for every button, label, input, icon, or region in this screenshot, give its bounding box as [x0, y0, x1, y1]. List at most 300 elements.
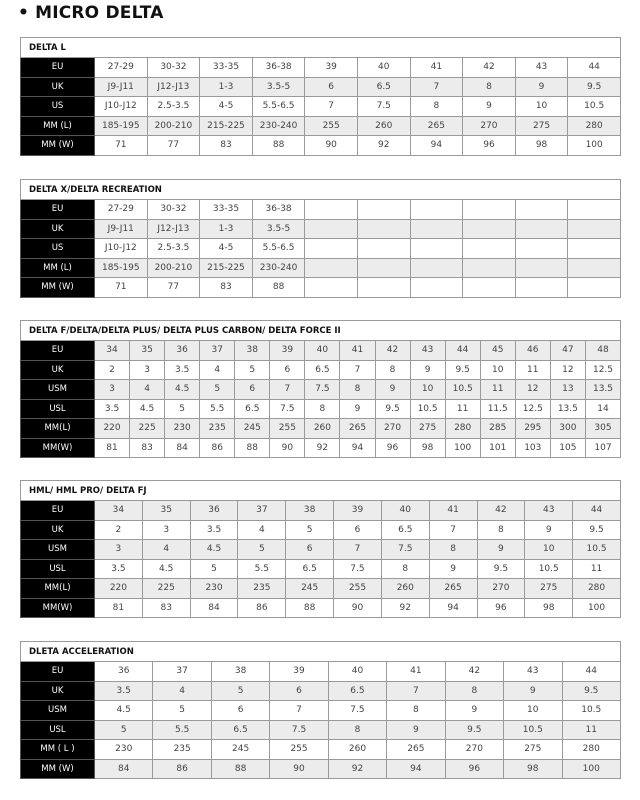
size-cell: 9 [429, 559, 477, 579]
size-cell: 9.5 [562, 681, 621, 701]
size-cell: 96 [463, 136, 516, 156]
size-cell: 6 [286, 540, 334, 560]
size-cell: 4-5 [200, 97, 253, 117]
size-cell [515, 219, 568, 239]
size-cell: 81 [95, 598, 143, 618]
size-cell: 265 [340, 419, 375, 439]
table-row [21, 438, 621, 458]
table-row [21, 77, 621, 97]
size-cell: J9-J11 [95, 219, 148, 239]
size-cell: 42 [463, 58, 516, 78]
size-cell: 6.5 [381, 520, 429, 540]
row-label: EU [21, 58, 95, 78]
size-cell: 83 [200, 278, 253, 298]
size-cell: 220 [95, 579, 143, 599]
size-cell: 265 [387, 740, 445, 760]
size-cell: 5 [153, 701, 211, 721]
size-cell: 255 [305, 116, 358, 136]
size-cell: 7 [270, 701, 328, 721]
size-cell: 14 [585, 399, 620, 419]
size-cell: 225 [130, 419, 165, 439]
size-cell: 6.5 [286, 559, 334, 579]
size-cell: 90 [270, 438, 305, 458]
table-row [21, 380, 621, 400]
size-cell: 10.5 [573, 540, 621, 560]
size-cell: 39 [270, 341, 305, 361]
size-cell: 9 [515, 77, 568, 97]
size-cell [357, 239, 410, 259]
size-table [20, 179, 621, 298]
size-cell: 7.5 [305, 380, 340, 400]
size-cell: 90 [270, 759, 328, 779]
size-cell: 84 [190, 598, 238, 618]
size-cell: 44 [568, 58, 621, 78]
size-cell: 94 [340, 438, 375, 458]
size-cell: 10.5 [562, 701, 621, 721]
size-cell: 13 [550, 380, 585, 400]
size-cell: 265 [410, 116, 463, 136]
size-cell: 94 [429, 598, 477, 618]
size-cell: 46 [515, 341, 550, 361]
size-cell: 8 [328, 720, 386, 740]
size-cell: 3 [142, 520, 190, 540]
size-cell: 7.5 [357, 97, 410, 117]
size-cell: 84 [165, 438, 200, 458]
size-cell: 90 [305, 136, 358, 156]
size-cell: 3.5 [190, 520, 238, 540]
size-cell: 6.5 [357, 77, 410, 97]
size-cell: 4 [200, 360, 235, 380]
size-cell: 1-3 [200, 219, 253, 239]
size-cell: 9 [463, 97, 516, 117]
size-cell: 48 [585, 341, 620, 361]
table-row [21, 598, 621, 618]
size-cell: 84 [95, 759, 153, 779]
size-cell: 45 [480, 341, 515, 361]
size-cell [305, 200, 358, 220]
size-cell: 12.5 [585, 360, 620, 380]
size-cell: 105 [550, 438, 585, 458]
size-cell: 9.5 [445, 360, 480, 380]
size-cell: 71 [95, 278, 148, 298]
size-cell [410, 200, 463, 220]
size-cell: 5 [235, 360, 270, 380]
size-cell: 40 [328, 662, 386, 682]
size-cell: 10.5 [445, 380, 480, 400]
size-cell: 42 [445, 662, 503, 682]
size-cell: 10 [525, 540, 573, 560]
row-label: US [21, 239, 95, 259]
size-cell: 4 [153, 681, 211, 701]
size-cell: 40 [381, 501, 429, 521]
size-cell: 5 [238, 540, 286, 560]
size-cell: J9-J11 [95, 77, 148, 97]
size-cell: 5 [200, 380, 235, 400]
table-row [21, 258, 621, 278]
size-cell: 6 [211, 701, 269, 721]
size-cell: 3.5 [95, 681, 153, 701]
size-cell: 11.5 [480, 399, 515, 419]
table-row [21, 559, 621, 579]
size-cell: 10 [504, 701, 562, 721]
table-row [21, 662, 621, 682]
size-cell: 7 [305, 97, 358, 117]
size-cell: 77 [147, 136, 200, 156]
size-cell: 3.5 [165, 360, 200, 380]
size-cell: 10.5 [410, 399, 445, 419]
size-cell: 4.5 [165, 380, 200, 400]
size-cell: 11 [562, 720, 621, 740]
page-title-text: MICRO DELTA [35, 3, 164, 23]
size-cell: 9.5 [375, 399, 410, 419]
size-cell: 4.5 [190, 540, 238, 560]
row-label: USM [21, 380, 95, 400]
size-cell: 6.5 [305, 360, 340, 380]
size-cell: 8 [410, 97, 463, 117]
size-cell: 83 [142, 598, 190, 618]
size-cell: 8 [477, 520, 525, 540]
size-cell: 43 [504, 662, 562, 682]
size-cell: 94 [387, 759, 445, 779]
size-cell: 11 [515, 360, 550, 380]
size-cell: 10.5 [504, 720, 562, 740]
table-title-row [21, 38, 621, 58]
size-cell: 7.5 [270, 720, 328, 740]
size-cell: 36 [190, 501, 238, 521]
size-cell: 44 [445, 341, 480, 361]
table-row [21, 579, 621, 599]
size-cell: 30-32 [147, 58, 200, 78]
size-cell: 88 [252, 136, 305, 156]
size-cell: 5.5 [153, 720, 211, 740]
size-cell [410, 239, 463, 259]
size-cell: 92 [381, 598, 429, 618]
size-cell: 9 [477, 540, 525, 560]
size-cell: 98 [504, 759, 562, 779]
size-cell: 96 [445, 759, 503, 779]
size-cell: 8 [375, 360, 410, 380]
size-cell [568, 258, 621, 278]
size-cell: 8 [381, 559, 429, 579]
size-cell: 9 [410, 360, 445, 380]
size-cell: 43 [525, 501, 573, 521]
size-cell: 260 [305, 419, 340, 439]
size-cell: 4 [142, 540, 190, 560]
size-cell: 10 [515, 97, 568, 117]
size-cell: 107 [585, 438, 620, 458]
size-cell: 6 [270, 681, 328, 701]
size-cell: 6 [235, 380, 270, 400]
size-cell: 4.5 [142, 559, 190, 579]
row-label: MM (L) [21, 258, 95, 278]
size-cell: 8 [305, 399, 340, 419]
row-label: MM (W) [21, 278, 95, 298]
size-cell: 260 [357, 116, 410, 136]
size-cell: 27-29 [95, 58, 148, 78]
size-cell [463, 239, 516, 259]
size-cell: 44 [562, 662, 621, 682]
table-row [21, 520, 621, 540]
size-cell: 27-29 [95, 200, 148, 220]
size-cell: 42 [477, 501, 525, 521]
size-cell: 230 [95, 740, 153, 760]
size-cell: 3.5-5 [252, 77, 305, 97]
size-cell: 103 [515, 438, 550, 458]
size-cell: 88 [286, 598, 334, 618]
row-label: EU [21, 501, 95, 521]
row-label: USL [21, 559, 95, 579]
row-label: EU [21, 662, 95, 682]
size-cell: 33-35 [200, 200, 253, 220]
size-cell: 305 [585, 419, 620, 439]
size-cell: 230 [190, 579, 238, 599]
size-cell: 92 [357, 136, 410, 156]
size-cell: 10 [410, 380, 445, 400]
size-cell: 88 [235, 438, 270, 458]
size-cell: 41 [387, 662, 445, 682]
size-cell: 220 [95, 419, 130, 439]
row-label: MM (W) [21, 136, 95, 156]
table-title-row [21, 180, 621, 200]
size-cell [568, 239, 621, 259]
row-label: MM(W) [21, 438, 95, 458]
page-title [18, 0, 164, 26]
size-cell: 3 [95, 380, 130, 400]
table-row [21, 501, 621, 521]
size-cell: 7.5 [381, 540, 429, 560]
size-cell: 13.5 [550, 399, 585, 419]
size-cell: 230-240 [252, 258, 305, 278]
size-cell: 100 [573, 598, 621, 618]
table-title-row [21, 481, 621, 501]
table-row [21, 239, 621, 259]
row-label: USM [21, 701, 95, 721]
size-cell [568, 219, 621, 239]
size-cell: 41 [340, 341, 375, 361]
size-cell: 8 [387, 701, 445, 721]
size-cell: 245 [211, 740, 269, 760]
size-cell: 11 [445, 399, 480, 419]
row-label: EU [21, 200, 95, 220]
size-cell [305, 278, 358, 298]
size-cell: 7 [410, 77, 463, 97]
size-cell: 30-32 [147, 200, 200, 220]
table-row [21, 681, 621, 701]
size-cell: 35 [130, 341, 165, 361]
size-cell: J10-J12 [95, 97, 148, 117]
size-cell: 8 [429, 540, 477, 560]
size-cell: 6 [305, 77, 358, 97]
size-cell: 43 [410, 341, 445, 361]
size-cell: 275 [515, 116, 568, 136]
size-cell: 12 [515, 380, 550, 400]
size-cell: 7 [334, 540, 382, 560]
size-cell: 33-35 [200, 58, 253, 78]
row-label: USM [21, 540, 95, 560]
size-cell: 12 [550, 360, 585, 380]
size-cell: 34 [95, 501, 143, 521]
size-cell: 10 [480, 360, 515, 380]
size-cell: 6.5 [328, 681, 386, 701]
size-cell [357, 200, 410, 220]
size-cell: 8 [463, 77, 516, 97]
size-cell: 275 [504, 740, 562, 760]
size-cell: 10.5 [568, 97, 621, 117]
row-label: UK [21, 219, 95, 239]
size-cell: 235 [153, 740, 211, 760]
size-cell: 98 [410, 438, 445, 458]
size-cell: 3.5-5 [252, 219, 305, 239]
size-cell: 40 [305, 341, 340, 361]
size-cell: 280 [562, 740, 621, 760]
row-label: USL [21, 720, 95, 740]
size-cell: 9.5 [477, 559, 525, 579]
size-cell: 9.5 [568, 77, 621, 97]
size-cell: 35 [142, 501, 190, 521]
size-cell: 77 [147, 278, 200, 298]
size-cell [410, 258, 463, 278]
size-cell: 280 [568, 116, 621, 136]
size-cell: 40 [357, 58, 410, 78]
size-cell: 200-210 [147, 116, 200, 136]
size-cell: 255 [334, 579, 382, 599]
size-cell [410, 219, 463, 239]
size-cell: 3 [130, 360, 165, 380]
size-cell [305, 219, 358, 239]
size-table [20, 320, 621, 458]
size-cell: 9.5 [445, 720, 503, 740]
size-cell: 41 [410, 58, 463, 78]
size-cell: 9 [504, 681, 562, 701]
row-label: UK [21, 681, 95, 701]
size-cell: 37 [200, 341, 235, 361]
size-cell: 3 [95, 540, 143, 560]
row-label: MM (W) [21, 759, 95, 779]
size-cell: 41 [429, 501, 477, 521]
size-cell: 300 [550, 419, 585, 439]
size-cell: 9 [340, 399, 375, 419]
size-cell: 86 [238, 598, 286, 618]
size-cell [515, 200, 568, 220]
table-row [21, 136, 621, 156]
size-cell: 5 [211, 681, 269, 701]
table-row [21, 701, 621, 721]
row-label: MM (L) [21, 116, 95, 136]
size-cell: 39 [270, 662, 328, 682]
table-row [21, 399, 621, 419]
size-cell: 83 [200, 136, 253, 156]
size-cell: 71 [95, 136, 148, 156]
table-row [21, 219, 621, 239]
row-label: UK [21, 77, 95, 97]
size-cell: 230-240 [252, 116, 305, 136]
size-cell: 200-210 [147, 258, 200, 278]
size-cell: 2.5-3.5 [147, 239, 200, 259]
size-cell: 7.5 [334, 559, 382, 579]
size-cell: 96 [375, 438, 410, 458]
table-row [21, 278, 621, 298]
size-cell: 44 [573, 501, 621, 521]
size-cell: 101 [480, 438, 515, 458]
size-cell: 255 [270, 740, 328, 760]
size-cell [305, 258, 358, 278]
size-cell: 92 [328, 759, 386, 779]
size-cell: 36 [165, 341, 200, 361]
size-cell: 215-225 [200, 116, 253, 136]
size-table [20, 480, 621, 618]
size-cell: 39 [334, 501, 382, 521]
size-cell: 280 [573, 579, 621, 599]
size-cell: J10-J12 [95, 239, 148, 259]
row-label: MM(L) [21, 419, 95, 439]
size-cell: 270 [477, 579, 525, 599]
row-label: US [21, 97, 95, 117]
size-cell: 86 [153, 759, 211, 779]
table-row [21, 97, 621, 117]
size-cell: 37 [238, 501, 286, 521]
table-row [21, 341, 621, 361]
size-cell: 100 [568, 136, 621, 156]
table-title-row [21, 642, 621, 662]
size-cell: 3.5 [95, 559, 143, 579]
size-cell: 81 [95, 438, 130, 458]
size-cell: 265 [429, 579, 477, 599]
size-cell: 6 [334, 520, 382, 540]
size-cell: 5 [286, 520, 334, 540]
table-row [21, 759, 621, 779]
size-cell: 98 [525, 598, 573, 618]
size-cell: 39 [305, 58, 358, 78]
size-cell: 295 [515, 419, 550, 439]
size-cell: 215-225 [200, 258, 253, 278]
size-cell: 5.5 [238, 559, 286, 579]
size-cell: 5.5-6.5 [252, 97, 305, 117]
size-cell: 3.5 [95, 399, 130, 419]
size-cell: 4-5 [200, 239, 253, 259]
size-cell: 270 [463, 116, 516, 136]
size-cell: 7 [270, 380, 305, 400]
size-cell: 5 [190, 559, 238, 579]
size-cell: 225 [142, 579, 190, 599]
size-cell [568, 200, 621, 220]
size-cell: 100 [445, 438, 480, 458]
size-cell: 13.5 [585, 380, 620, 400]
size-cell: 98 [515, 136, 568, 156]
size-cell: 90 [334, 598, 382, 618]
table-title: DELTA F/DELTA/DELTA PLUS/ DELTA PLUS CARBON/ DELTA FORCE II [21, 321, 621, 341]
size-table [20, 37, 621, 156]
size-cell: 88 [211, 759, 269, 779]
size-cell: 7.5 [328, 701, 386, 721]
size-cell: 4.5 [130, 399, 165, 419]
size-cell: 36-38 [252, 200, 305, 220]
row-label: USL [21, 399, 95, 419]
size-cell: 36 [95, 662, 153, 682]
size-cell: 10.5 [525, 559, 573, 579]
size-cell: 7.5 [270, 399, 305, 419]
table-row [21, 200, 621, 220]
size-cell [357, 219, 410, 239]
size-cell: 7 [340, 360, 375, 380]
size-cell: 255 [270, 419, 305, 439]
size-cell: 5 [95, 720, 153, 740]
table-title: HML/ HML PRO/ DELTA FJ [21, 481, 621, 501]
size-cell: 38 [211, 662, 269, 682]
size-cell: 280 [445, 419, 480, 439]
size-table [20, 641, 621, 779]
size-cell [305, 239, 358, 259]
size-cell [463, 219, 516, 239]
